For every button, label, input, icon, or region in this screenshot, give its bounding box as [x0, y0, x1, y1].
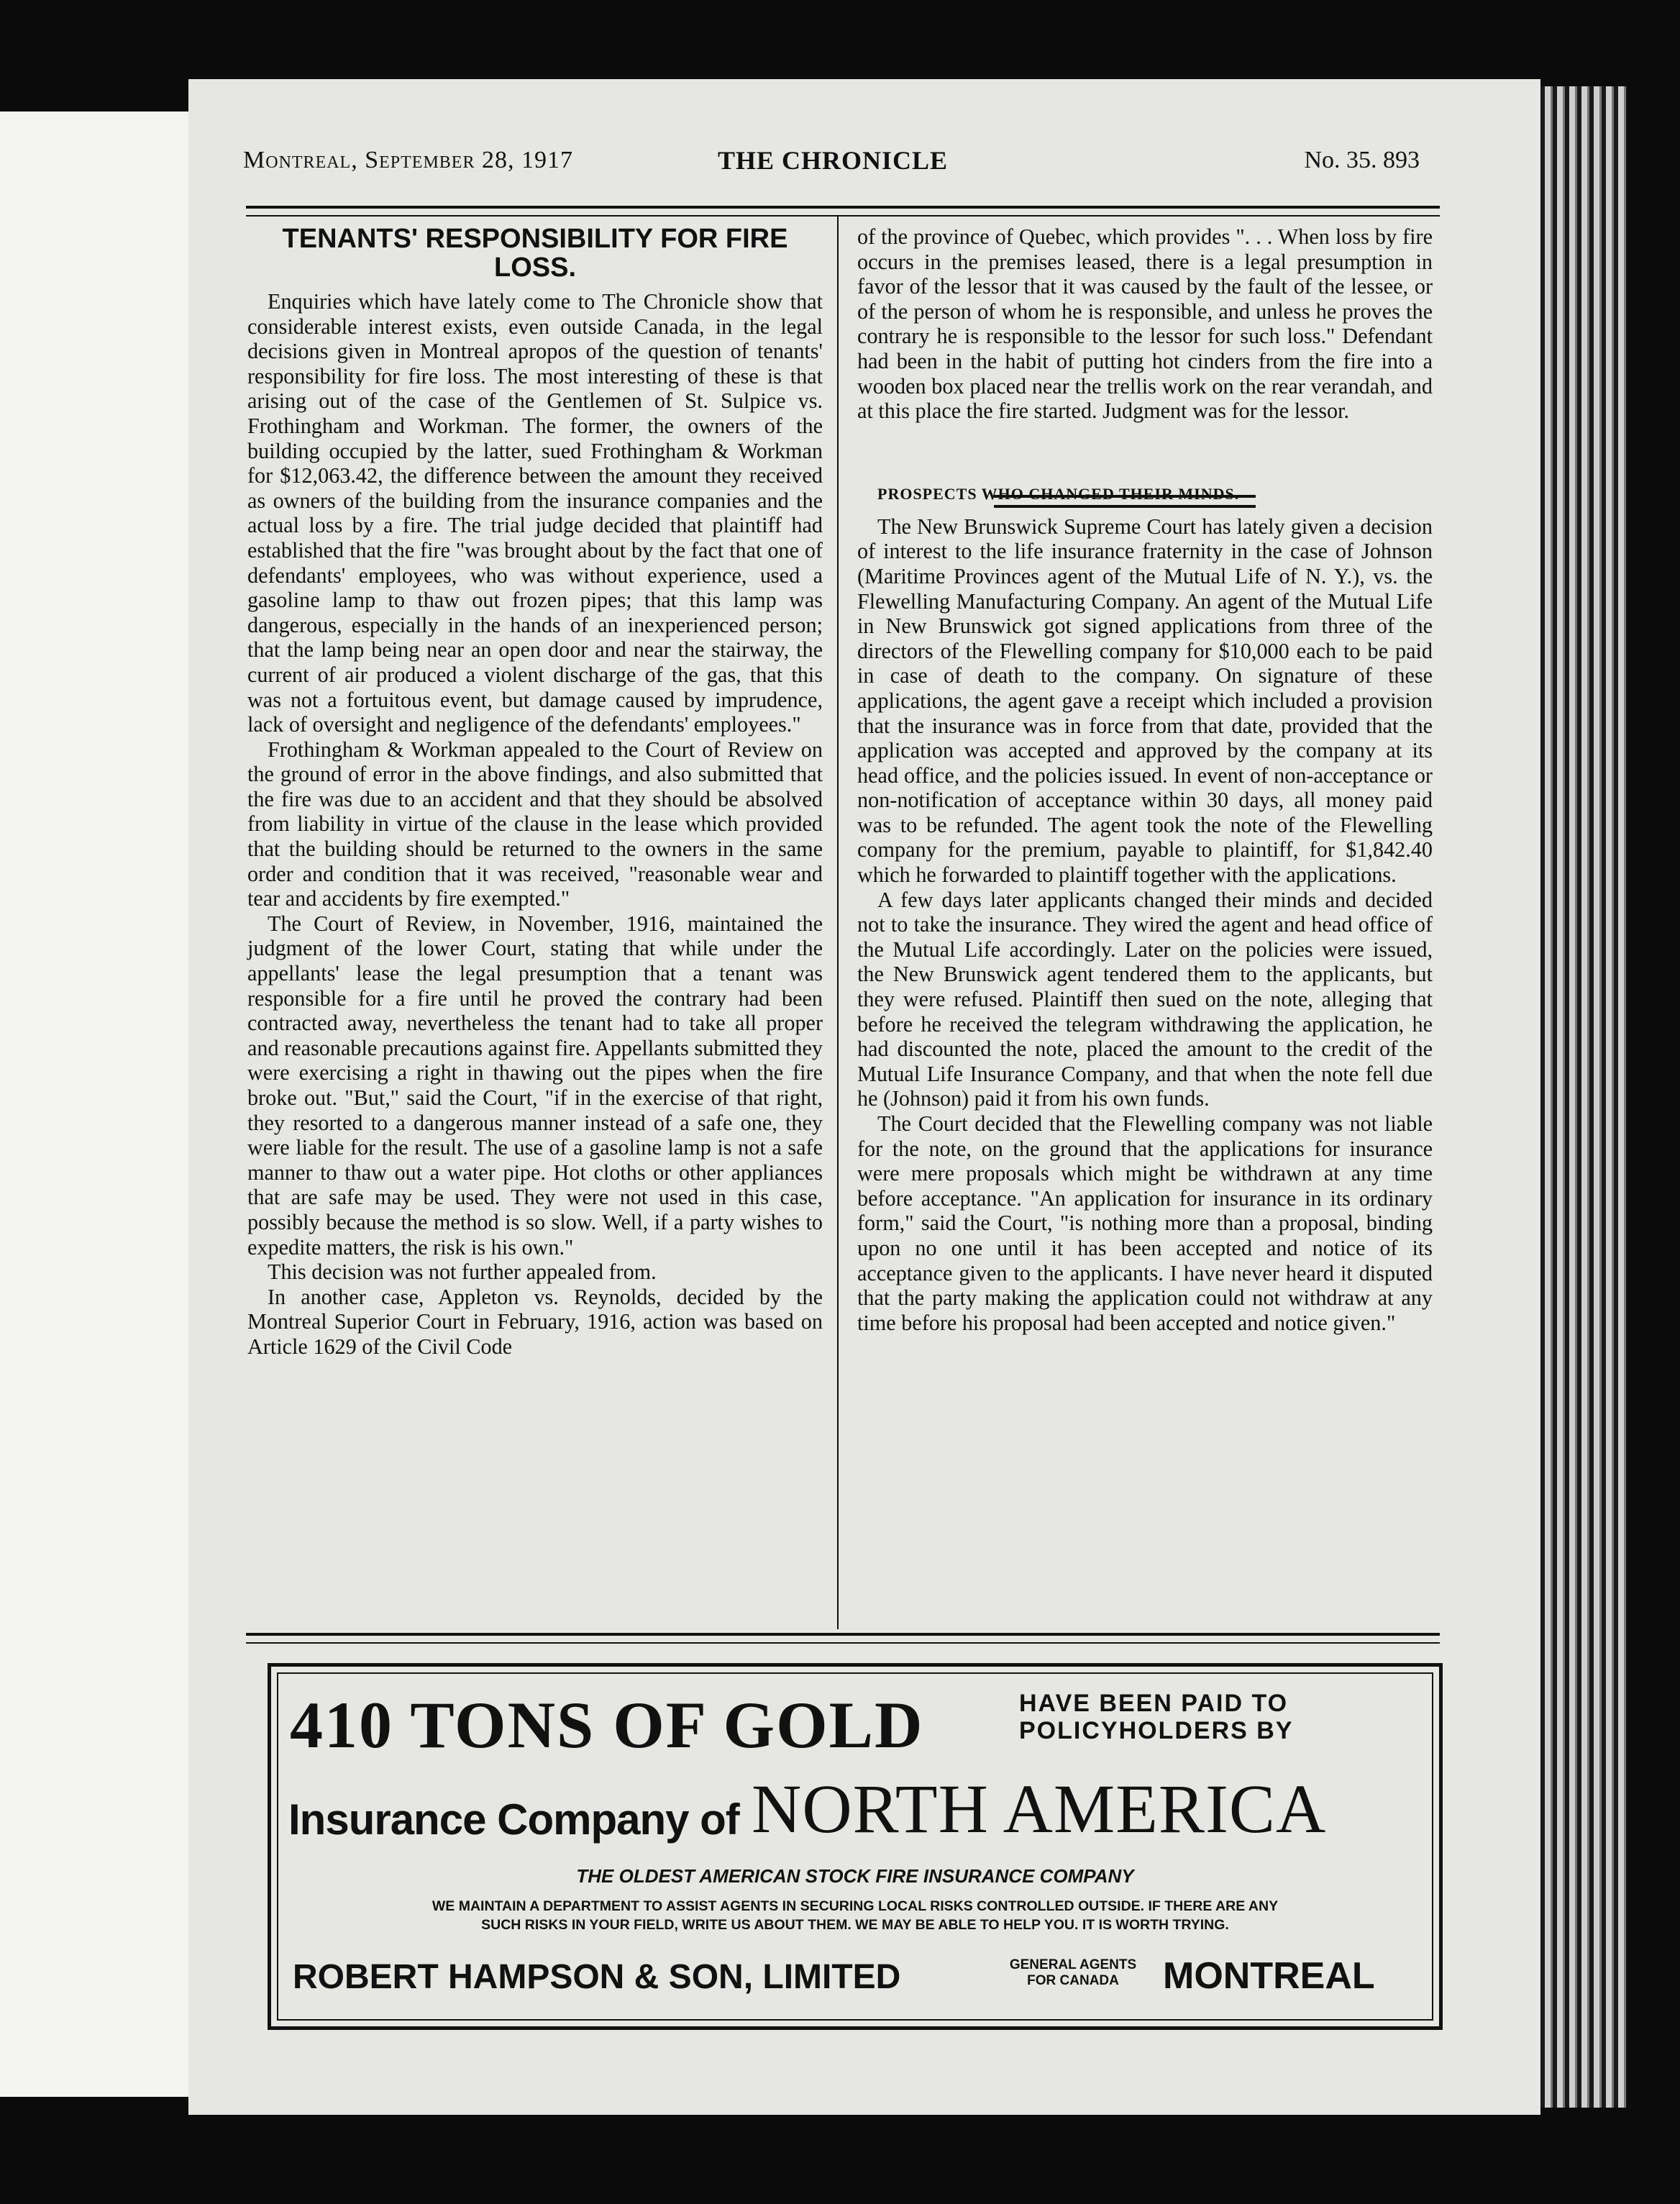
- ad-tagline: THE OLDEST AMERICAN STOCK FIRE INSURANCE COMPANY: [576, 1865, 1134, 1887]
- ad-side-text: [1019, 1690, 1293, 1744]
- ad-agent-role-line: GENERAL AGENTS: [1009, 1957, 1137, 1972]
- advertisement: [268, 1663, 1443, 2030]
- ad-agent-role: [1005, 1957, 1141, 1989]
- ad-side-line: POLICYHOLDERS BY: [1019, 1717, 1294, 1744]
- column-left: [247, 224, 823, 1360]
- ad-city: MONTREAL: [1163, 1955, 1375, 1997]
- book-page-edges: [1540, 86, 1627, 2108]
- ad-notice-line: WE MAINTAIN A DEPARTMENT TO ASSIST AGENTS IN SECURING LOCAL RISKS CONTROLLED OUTSIDE. IF THERE ARE ANY: [432, 1898, 1279, 1914]
- article-title-prospects: PROSPECTS WHO CHANGED THEIR MINDS.: [877, 484, 1240, 503]
- article-paragraph: The New Brunswick Supreme Court has lately given a decision of interest to the life insurance fraternity in the case of Johnson (Maritime Provinces agent of the Mutual Life of N. Y.), vs. the Flewelling Manufacturing Company. An agent of the Mutual Life in New Brunswick got signed applications from three of the directors of the Flewelling company for $10,000 each to be paid in case of death to the company. On signature of these applications, the agent gave a receipt which included a provision that the insurance was in force from that date, provided that the application was accepted and approved by the company at its head office, and the policies issued. In event of non-acceptance or non-notification of acceptance within 30 days, all money paid was to be refunded. The agent took the note of the Flewelling company for the premium, payable to plaintiff, for $1,842.40 which he forwarded to plaintiff together with the applications.: [857, 514, 1433, 888]
- article-paragraph: Frothingham & Workman appealed to the Court of Review on the ground of error in the above findings, and also submitted that the fire was due to an accident and that they should be absolved from liability in virtue of the clause in the lease which provided that the building should be returned to the owners in the same order and condition that it was received, "reasonable wear and tear and accidents by fire exempted.": [247, 737, 823, 911]
- issue-page-number: No. 35. 893: [1304, 147, 1420, 173]
- running-header: [243, 147, 1420, 180]
- column-separator: [837, 216, 839, 1629]
- ad-top-rule: [246, 1633, 1440, 1644]
- article-paragraph: The Court decided that the Flewelling company was not liable for the note, on the ground that the applications for insurance were mere proposals which might be withdrawn at any time before acceptance. "An application for insurance in its ordinary form," said the Court, "is nothing more than a proposal, binding upon no one until it has been accepted and notice of its acceptance given to the applicants. I have never heard it disputed that the party making the application could not withdraw at any time before his proposal had been accepted and notice given.": [857, 1111, 1433, 1335]
- ad-side-line: HAVE BEEN PAID TO: [1019, 1690, 1289, 1717]
- dateline: Montreal, September 28, 1917: [243, 147, 573, 173]
- journal-title: THE CHRONICLE: [718, 146, 949, 175]
- article-title-tenants: TENANTS' RESPONSIBILITY FOR FIRE LOSS.: [282, 224, 788, 283]
- ad-agent-role-line: FOR CANADA: [1027, 1973, 1119, 1988]
- article-paragraph: Enquiries which have lately come to The Chronicle show that considerable interest exists, even outside Canada, in the legal decisions given in Montreal apropos of the question of tenants' responsibility for fire loss. The most interesting of these is that arising out of the case of the Gentlemen of St. Sulpice vs. Frothingham and Workman. The former, the owners of the building occupied by the latter, sued Frothingham & Workman for $12,063.42, the difference between the amount they received as owners of the building from the insurance companies and the actual loss by a fire. The trial judge decided that plaintiff had established that the fire "was brought about by the fact that one of defendants' employees, who was without experience, used a gasoline lamp to thaw out frozen pipes; that this lamp was dangerous, especially in the hands of an inexperienced person; that the lamp being near an open door and near the stairway, the current of air produced a violent discharge of the gas, that this was not a fortuitous event, but damage caused by imprudence, lack of oversight and negligence of the defendants' employees.": [247, 289, 823, 737]
- ad-notice: [271, 1897, 1439, 1934]
- ad-agent-name: ROBERT HAMPSON & SON, LIMITED: [293, 1958, 901, 1996]
- ad-headline: 410 TONS OF GOLD: [290, 1688, 924, 1762]
- article-paragraph: In another case, Appleton vs. Reynolds, decided by the Montreal Superior Court in February, 1916, action was based on Article 1629 of the Civil Code: [247, 1284, 823, 1359]
- ad-company-prefix: Insurance Company of: [288, 1795, 739, 1844]
- section-divider: [994, 495, 1256, 508]
- article-paragraph: The Court of Review, in November, 1916, maintained the judgment of the lower Court, stating that while under the appellants' lease the legal presumption that a tenant was responsible for a fire until he proved the contrary had been contracted away, nevertheless the tenant had to take all proper and reasonable precautions against fire. Appellants submitted they were exercising a right in thawing out the pipes when the fire broke out. "But," said the Court, "if in the exercise of that right, they resorted to a dangerous manner instead of a safe one, they were liable for the result. The use of a gasoline lamp is not a safe manner to thaw out a water pipe. Hot cloths or other appliances that are safe may be used. They were not used in this case, possibly because the method is so slow. Well, if a party wishes to expedite matters, the risk is his own.": [247, 911, 823, 1260]
- article-continuation: of the province of Quebec, which provides ". . . When loss by fire occurs in the premises leased, there is a legal presumption in favor of the lessor that it was caused by the fault of the lessee, or of the person of whom he is responsible, and unless he proves the contrary he is responsible to the lessor for such loss." Defendant had been in the habit of putting hot cinders from the fire into a wooden box placed near the trellis work on the rear verandah, and at this place the fire started. Judgment was for the lessor.: [857, 224, 1433, 424]
- article-paragraph: This decision was not further appealed from.: [268, 1260, 657, 1285]
- article-paragraph: A few days later applicants changed their minds and decided not to take the insurance. They wired the agent and head office of the Mutual Life accordingly. Later on the policies were issued, the New Brunswick agent tendered them to the applicants, but they were refused. Plaintiff then sued on the note, alleging that before he received the telegram withdrawing the application, he had discounted the note, placed the amount to the credit of the Mutual Life Insurance Company, and that when the note fell due he (Johnson) paid it from his own funds.: [857, 887, 1433, 1111]
- ad-company-name: NORTH AMERICA: [752, 1770, 1327, 1847]
- facing-page-edge: [0, 111, 200, 2097]
- column-right: [857, 224, 1433, 1335]
- ad-notice-line: SUCH RISKS IN YOUR FIELD, WRITE US ABOUT THEM. WE MAY BE ABLE TO HELP YOU. IT IS WORTH TRYING.: [481, 1917, 1229, 1933]
- header-rule: [246, 206, 1440, 217]
